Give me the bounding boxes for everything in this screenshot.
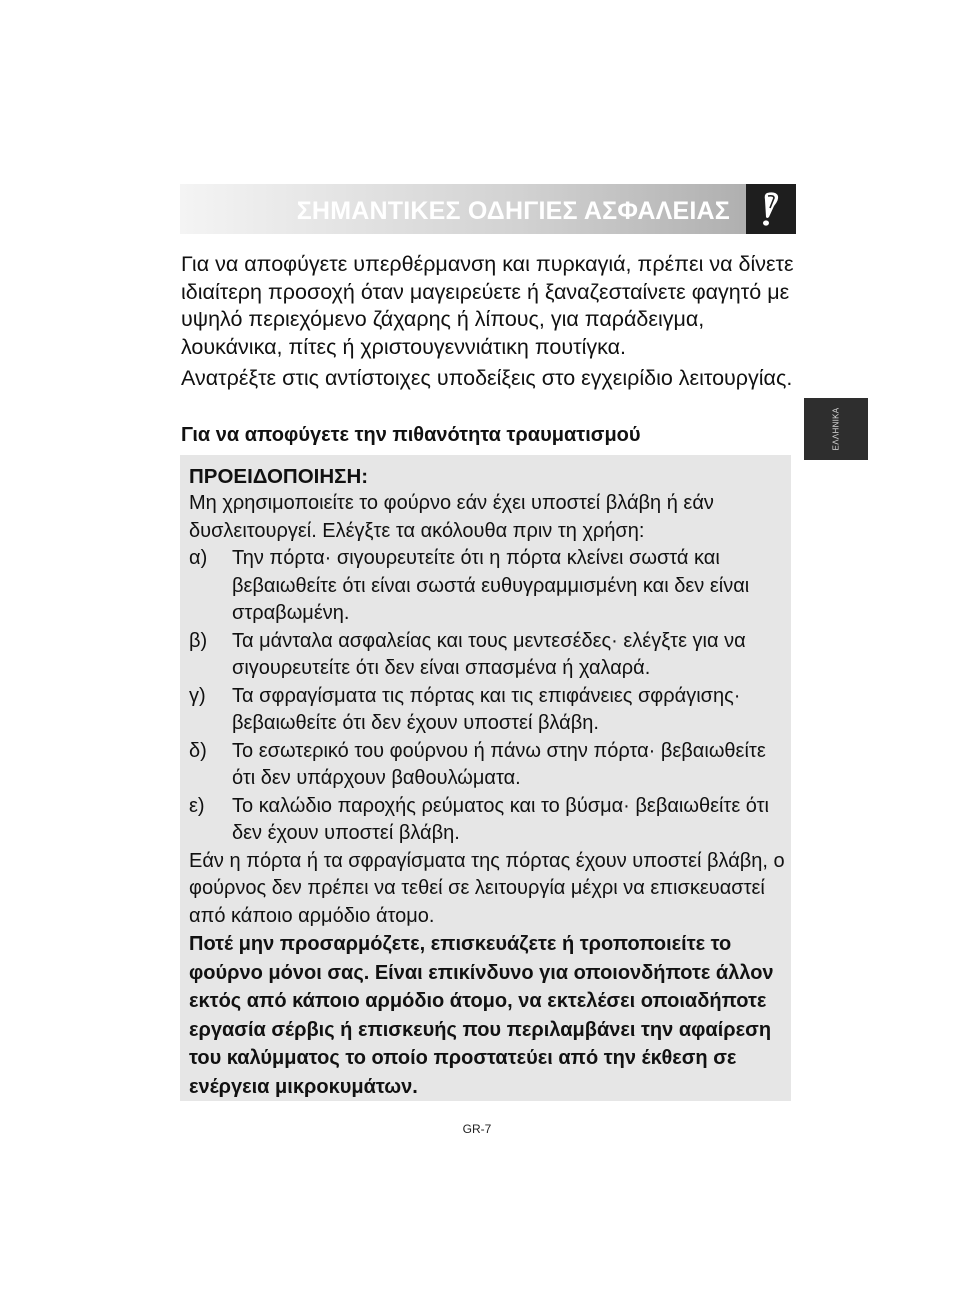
- damage-note: Εάν η πόρτα ή τα σφραγίσματα της πόρτας έχουν υποστεί βλάβη, ο φούρνος δεν πρέπει να τεθεί σε λειτουργία μέχρι να επισκευαστεί από κάποιο αρμόδιο άτομο.: [189, 849, 785, 927]
- language-tab: [804, 398, 868, 460]
- checklist-text: Το καλώδιο παροχής ρεύματος και το βύσμα· βεβαιωθείτε ότι δεν έχουν υποστεί βλάβη.: [232, 794, 769, 844]
- checklist-marker: δ): [189, 739, 207, 762]
- checklist-text: Το εσωτερικό του φούρνου ή πάνω στην πόρτα· βεβαιωθείτε ότι δεν υπάρχουν βαθουλώματα.: [232, 739, 766, 789]
- checklist-marker: ε): [189, 794, 205, 817]
- checklist-item: [189, 793, 785, 848]
- checklist-text: Την πόρτα· σιγουρευτείτε ότι η πόρτα κλείνει σωστά και βεβαιωθείτε ότι είναι σωστά ευθυγραμμισμένη και δεν είναι στραβωμένη.: [232, 547, 750, 624]
- checklist-item: [189, 545, 785, 628]
- section-title: ΣΗΜΑΝΤΙΚΕΣ ΟΔΗΓΙΕΣ ΑΣΦΑΛΕΙΑΣ: [296, 197, 730, 225]
- checklist-text: Τα σφραγίσματα τις πόρτας και τις επιφάνειες σφράγισης· βεβαιωθείτε ότι δεν έχουν υποστεί βλάβη.: [232, 684, 741, 734]
- checklist-marker: β): [189, 629, 208, 652]
- intro-reference: Ανατρέξτε στις αντίστοιχες υποδείξεις στο εγχειρίδιο λειτουργίας.: [181, 366, 793, 390]
- checklist-item: [189, 738, 785, 793]
- warning-title: ΠΡΟΕΙΔΟΠΟΙΗΣΗ:: [189, 465, 369, 488]
- bold-warning: Ποτέ μην προσαρμόζετε, επισκευάζετε ή τροποποιείτε το φούρνο μόνοι σας. Είναι επικίνδυνο για οποιονδήποτε άλλον εκτός από κάποιο αρμόδιο άτομο, να εκτελέσει οποιαδήποτε εργασία σέρβις ή επισκευής που περιλαμβάνει την αφαίρεση του καλύμματος το οποίο προστατεύει από την έκθεση σε ενέργεια μικροκυμάτων.: [189, 933, 774, 1098]
- checklist-text: Τα μάνταλα ασφαλείας και τους μεντεσέδες· ελέγξτε για να σιγουρευτείτε ότι δεν είναι σπασμένα ή χαλαρά.: [232, 629, 746, 679]
- checklist-item: [189, 683, 785, 738]
- checklist-item: [189, 628, 785, 683]
- checklist-marker: α): [189, 547, 208, 569]
- warning-box: [180, 455, 791, 1101]
- checklist: [189, 545, 785, 848]
- page-number: GR-7: [462, 1122, 492, 1136]
- warning-lead: Μη χρησιμοποιείτε το φούρνο εάν έχει υποστεί βλάβη ή εάν δυσλειτουργεί. Ελέγξτε τα ακόλουθα πριν τη χρήση:: [189, 492, 714, 542]
- section-header: [180, 184, 796, 234]
- injury-subheading: Για να αποφύγετε την πιθανότητα τραυματισμού: [181, 424, 641, 446]
- exclamation-icon: [746, 184, 796, 234]
- checklist-marker: γ): [189, 684, 206, 707]
- language-tab-label: ΕΛΛΗΝΙΚΑ: [831, 407, 841, 451]
- intro-paragraph: Για να αποφύγετε υπερθέρμανση και πυρκαγιά, πρέπει να δίνετε ιδιαίτερη προσοχή όταν μαγειρεύετε ή ξαναζεσταίνετε φαγητό με υψηλό περιεχόμενο ζάχαρης ή λίπους, για παράδειγμα, λουκάνικα, πίτες ή χριστουγεννιάτικη πουτίγκα.: [181, 252, 794, 359]
